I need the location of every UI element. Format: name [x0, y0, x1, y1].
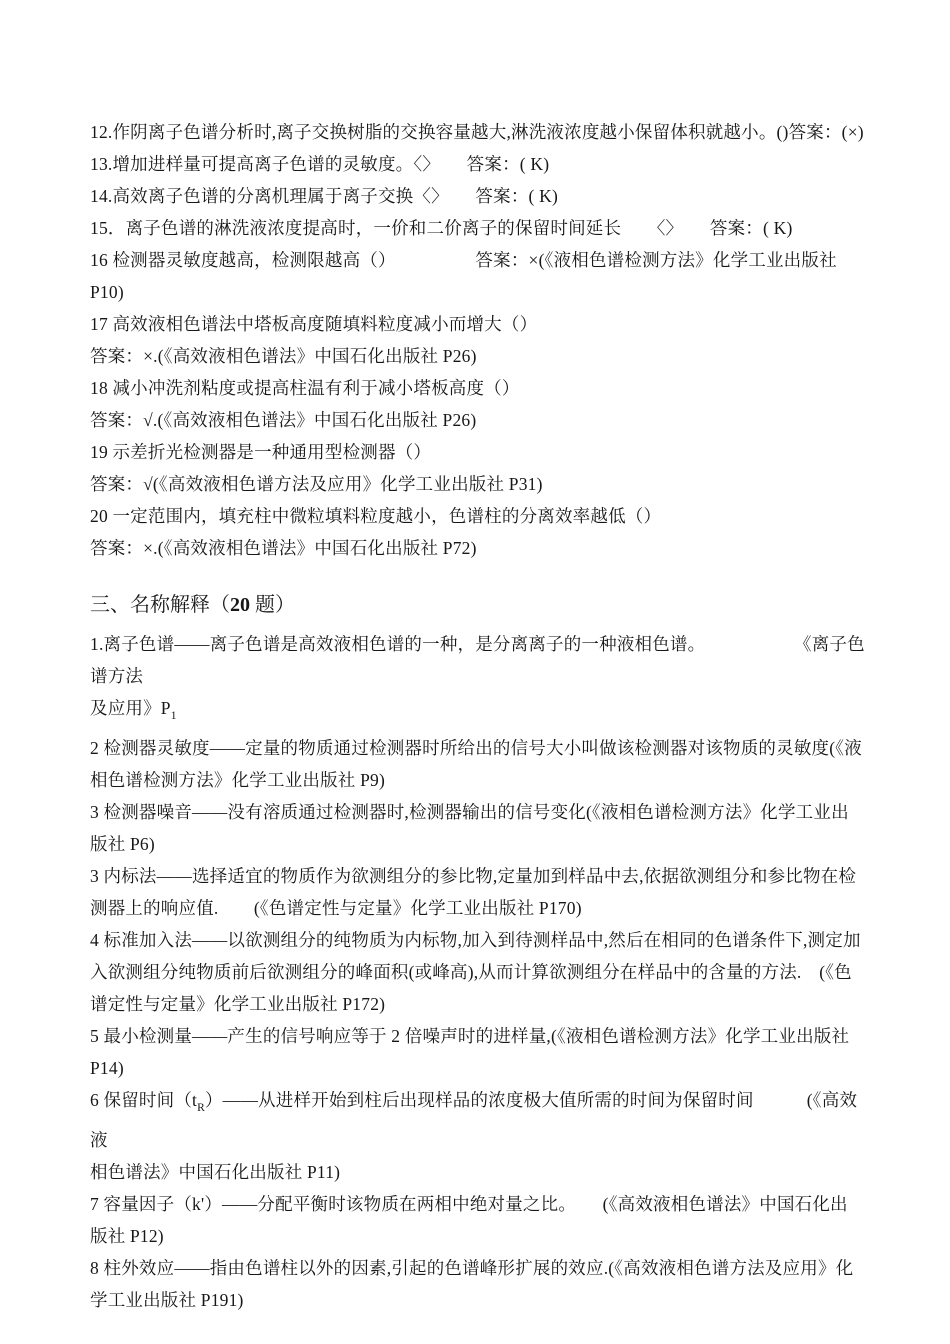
definition-5-line-2: P14) — [90, 1058, 124, 1078]
true-false-section — [90, 116, 866, 564]
answer-19-line: 答案：√(《高效液相色谱方法及应用》化学工业出版社 P31) — [90, 474, 543, 494]
answer-20-line: 答案：×.(《高效液相色谱法》中国石化出版社 P72) — [90, 538, 477, 558]
definition-2-line-1: 2 检测器灵敏度——定量的物质通过检测器时所给出的信号大小叫做该检测器对该物质的灵敏度(《液 — [90, 738, 862, 758]
heading-text-pre: 三、名称解释（ — [90, 594, 230, 616]
question-15-line: 15．离子色谱的淋洗液浓度提高时，一价和二价离子的保留时间延长 〈〉 答案：( K) — [90, 218, 793, 238]
definition-6-subscript: R — [197, 1102, 205, 1114]
definition-8-line-2: 学工业出版社 P191) — [90, 1290, 244, 1310]
definition-2-line-2: 相色谱检测方法》化学工业出版社 P9) — [90, 770, 385, 790]
definition-3-noise-line-2: 版社 P6) — [90, 834, 155, 854]
question-17-line: 17 高效液相色谱法中塔板高度随填料粒度减小而增大（） — [90, 314, 538, 334]
question-14-line: 14.高效离子色谱的分离机理属于离子交换〈〉 答案：( K) — [90, 186, 558, 206]
definition-6-line-1-pre: 6 保留时间（t — [90, 1090, 198, 1110]
definition-4-line-2: 入欲测组分纯物质前后欲测组分的峰面积(或峰高),从而计算欲测组分在样品中的含量的方法. (《色 — [90, 962, 852, 982]
definition-3-internal-standard-line-1: 3 内标法——选择适宜的物质作为欲测组分的参比物,定量加到样品中去,依据欲测组分和参比物在检 — [90, 866, 857, 886]
definition-6-line-2: 相色谱法》中国石化出版社 P11) — [90, 1162, 341, 1182]
question-18-line: 18 减小冲洗剂粘度或提高柱温有利于减小塔板高度（） — [90, 378, 520, 398]
definition-5-line-1: 5 最小检测量——产生的信号响应等于 2 倍噪声时的进样量,(《液相色谱检测方法》化学工业出版社 — [90, 1026, 850, 1046]
section-3-heading — [90, 588, 866, 622]
definition-7-line-2: 版社 P12) — [90, 1226, 164, 1246]
definition-1-subscript: 1 — [170, 710, 177, 722]
definition-1-line-2-pre: 及应用》P — [90, 698, 171, 718]
definition-7-line-1: 7 容量因子（k'）——分配平衡时该物质在两相中绝对量之比。 (《高效液相色谱法》中国石化出 — [90, 1194, 848, 1214]
definitions-section — [90, 628, 866, 1316]
definition-6-line-1-post: ）——从进样开始到柱后出现样品的浓度极大值所需的时间为保留时间 (《高效液 — [90, 1090, 858, 1150]
definition-4-line-1: 4 标准加入法——以欲测组分的纯物质为内标物,加入到待测样品中,然后在相同的色谱条件下,测定加 — [90, 930, 861, 950]
heading-text-post: 题） — [250, 594, 295, 616]
question-13-line: 13.增加进样量可提高离子色谱的灵敏度。〈〉 答案：( K) — [90, 154, 550, 174]
definition-4-line-3: 谱定性与定量》化学工业出版社 P172) — [90, 994, 386, 1014]
definition-8-line-1: 8 柱外效应——指由色谱柱以外的因素,引起的色谱峰形扩展的效应.(《高效液相色谱方法及应用》化 — [90, 1258, 854, 1278]
definition-1-line-1: 1.离子色谱——离子色谱是高效液相色谱的一种，是分离离子的一种液相色谱。 《离子色谱方法 — [90, 634, 865, 686]
answer-17-line: 答案：×.(《高效液相色谱法》中国石化出版社 P26) — [90, 346, 477, 366]
question-20-line: 20 一定范围内，填充柱中微粒填料粒度越小，色谱柱的分离效率越低（） — [90, 506, 662, 526]
question-16-line: 16 检测器灵敏度越高，检测限越高（） 答案：×(《液相色谱检测方法》化学工业出版社 P10) — [90, 250, 842, 302]
question-19-line: 19 示差折光检测器是一种通用型检测器（） — [90, 442, 432, 462]
heading-count: 20 — [230, 594, 250, 616]
answer-18-line: 答案：√.(《高效液相色谱法》中国石化出版社 P26) — [90, 410, 477, 430]
definition-3-noise-line-1: 3 检测器噪音——没有溶质通过检测器时,检测器输出的信号变化(《液相色谱检测方法》化学工业出 — [90, 802, 849, 822]
definition-6-line-1 — [90, 1084, 866, 1156]
question-12-line: 12.作阴离子色谱分析时,离子交换树脂的交换容量越大,淋洗液浓度越小保留体积就越小。()答案：(×) — [90, 122, 864, 142]
definition-3-internal-standard-line-2: 测器上的响应值. (《色谱定性与定量》化学工业出版社 P170) — [90, 898, 582, 918]
definition-1-line-2 — [90, 692, 866, 732]
